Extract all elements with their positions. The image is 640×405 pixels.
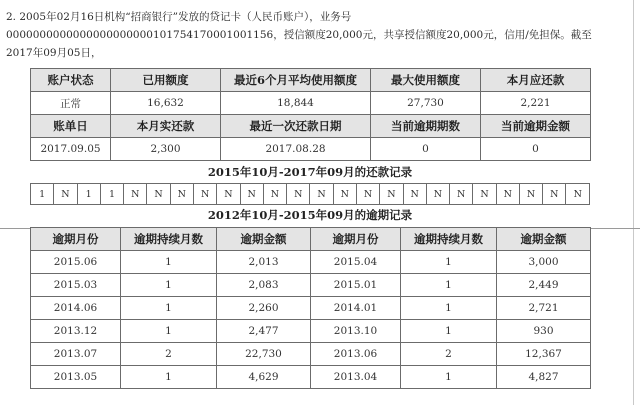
history-cell: N bbox=[380, 184, 403, 205]
history-cell: N bbox=[147, 184, 170, 205]
overdue-header: 逾期金额 bbox=[217, 228, 311, 251]
history-cell: N bbox=[356, 184, 379, 205]
summary-header: 当前逾期金额 bbox=[481, 115, 591, 138]
history-cell: N bbox=[333, 184, 356, 205]
repayment-history-row bbox=[31, 184, 590, 205]
overdue-row bbox=[31, 251, 591, 274]
summary-value: 0 bbox=[481, 138, 591, 161]
summary-value: 16,632 bbox=[111, 92, 221, 115]
history-cell: N bbox=[519, 184, 542, 205]
overdue-cell: 2015.01 bbox=[311, 274, 401, 297]
overdue-header: 逾期月份 bbox=[31, 228, 121, 251]
repayment-history-table bbox=[30, 183, 590, 205]
overdue-record-table bbox=[30, 227, 591, 389]
overdue-cell: 2015.04 bbox=[311, 251, 401, 274]
overdue-cell: 1 bbox=[401, 251, 497, 274]
summary-value: 2,221 bbox=[481, 92, 591, 115]
history-cell: N bbox=[426, 184, 449, 205]
history-cell: N bbox=[566, 184, 590, 205]
history-cell: N bbox=[54, 184, 77, 205]
overdue-cell: 2014.06 bbox=[31, 297, 121, 320]
overdue-cell: 1 bbox=[121, 297, 217, 320]
history-cell: N bbox=[310, 184, 333, 205]
overdue-header: 逾期持续月数 bbox=[401, 228, 497, 251]
overdue-row bbox=[31, 274, 591, 297]
history-cell: N bbox=[473, 184, 496, 205]
overdue-cell: 1 bbox=[401, 274, 497, 297]
summary-header: 当前逾期期数 bbox=[371, 115, 481, 138]
account-intro bbox=[6, 8, 592, 62]
summary-header: 已用额度 bbox=[111, 69, 221, 92]
history-cell: N bbox=[287, 184, 310, 205]
history-cell: N bbox=[124, 184, 147, 205]
overdue-header: 逾期月份 bbox=[311, 228, 401, 251]
overdue-cell: 2,083 bbox=[217, 274, 311, 297]
history-cell: N bbox=[240, 184, 263, 205]
account-summary-table bbox=[30, 68, 591, 161]
summary-value: 正常 bbox=[31, 92, 111, 115]
history-cell: 1 bbox=[31, 184, 54, 205]
overdue-cell: 1 bbox=[401, 320, 497, 343]
summary-header: 账单日 bbox=[31, 115, 111, 138]
overdue-cell: 1 bbox=[121, 274, 217, 297]
overdue-header-row bbox=[31, 228, 591, 251]
summary-value: 2017.09.05 bbox=[31, 138, 111, 161]
scan-edge bbox=[633, 0, 634, 405]
overdue-cell: 2,721 bbox=[497, 297, 591, 320]
overdue-cell: 1 bbox=[121, 320, 217, 343]
history-cell: N bbox=[543, 184, 566, 205]
intro-line-1: 2. 2005年02月16日机构“招商银行”发放的贷记卡（人民币账户），业务号 bbox=[6, 11, 352, 23]
overdue-cell: 2015.03 bbox=[31, 274, 121, 297]
overdue-cell: 1 bbox=[401, 366, 497, 389]
history-cell: N bbox=[193, 184, 216, 205]
summary-header: 本月实还款 bbox=[111, 115, 221, 138]
overdue-cell: 2013.07 bbox=[31, 343, 121, 366]
summary-value: 2,300 bbox=[111, 138, 221, 161]
overdue-cell: 4,629 bbox=[217, 366, 311, 389]
overdue-cell: 12,367 bbox=[497, 343, 591, 366]
summary-value-row-2 bbox=[31, 138, 591, 161]
history-cell: N bbox=[450, 184, 473, 205]
history-cell: N bbox=[217, 184, 240, 205]
summary-header-row-2 bbox=[31, 115, 591, 138]
overdue-row bbox=[31, 343, 591, 366]
overdue-record-title: 2012年10月-2015年09月的逾期记录 bbox=[207, 208, 413, 222]
overdue-cell: 2013.06 bbox=[311, 343, 401, 366]
overdue-cell: 2 bbox=[401, 343, 497, 366]
overdue-cell: 2,013 bbox=[217, 251, 311, 274]
history-cell: N bbox=[496, 184, 519, 205]
overdue-cell: 2013.10 bbox=[311, 320, 401, 343]
intro-line-3: 2017年09月05日， bbox=[6, 47, 102, 59]
overdue-header: 逾期持续月数 bbox=[121, 228, 217, 251]
overdue-cell: 2 bbox=[121, 343, 217, 366]
history-cell: 1 bbox=[77, 184, 100, 205]
overdue-cell: 2013.05 bbox=[31, 366, 121, 389]
history-cell: N bbox=[263, 184, 286, 205]
overdue-cell: 2014.01 bbox=[311, 297, 401, 320]
history-cell: N bbox=[403, 184, 426, 205]
repayment-history-title: 2015年10月-2017年09月的还款记录 bbox=[207, 165, 413, 179]
overdue-row bbox=[31, 320, 591, 343]
intro-line-2: 0000000000000000000000101754170001001156，授信额度20,000元，共享授信额度20,000元，信用/免担保。截至 bbox=[6, 29, 592, 41]
overdue-cell: 2013.04 bbox=[311, 366, 401, 389]
overdue-cell: 2,260 bbox=[217, 297, 311, 320]
summary-header: 最近一次还款日期 bbox=[221, 115, 371, 138]
overdue-cell: 3,000 bbox=[497, 251, 591, 274]
summary-value: 18,844 bbox=[221, 92, 371, 115]
summary-header-row-1 bbox=[31, 69, 591, 92]
overdue-row bbox=[31, 297, 591, 320]
summary-header: 最近6个月平均使用额度 bbox=[221, 69, 371, 92]
summary-value: 2017.08.28 bbox=[221, 138, 371, 161]
history-cell: N bbox=[170, 184, 193, 205]
summary-header: 账户状态 bbox=[31, 69, 111, 92]
overdue-cell: 1 bbox=[121, 251, 217, 274]
summary-value-row-1 bbox=[31, 92, 591, 115]
summary-value: 27,730 bbox=[371, 92, 481, 115]
overdue-cell: 2,477 bbox=[217, 320, 311, 343]
overdue-cell: 1 bbox=[121, 366, 217, 389]
overdue-body bbox=[31, 251, 591, 389]
overdue-row bbox=[31, 366, 591, 389]
summary-value: 0 bbox=[371, 138, 481, 161]
overdue-cell: 22,730 bbox=[217, 343, 311, 366]
overdue-cell: 1 bbox=[401, 297, 497, 320]
overdue-cell: 2015.06 bbox=[31, 251, 121, 274]
overdue-cell: 2,449 bbox=[497, 274, 591, 297]
summary-header: 本月应还款 bbox=[481, 69, 591, 92]
summary-header: 最大使用额度 bbox=[371, 69, 481, 92]
overdue-cell: 4,827 bbox=[497, 366, 591, 389]
overdue-header: 逾期金额 bbox=[497, 228, 591, 251]
history-cell: 1 bbox=[100, 184, 123, 205]
overdue-cell: 930 bbox=[497, 320, 591, 343]
overdue-cell: 2013.12 bbox=[31, 320, 121, 343]
